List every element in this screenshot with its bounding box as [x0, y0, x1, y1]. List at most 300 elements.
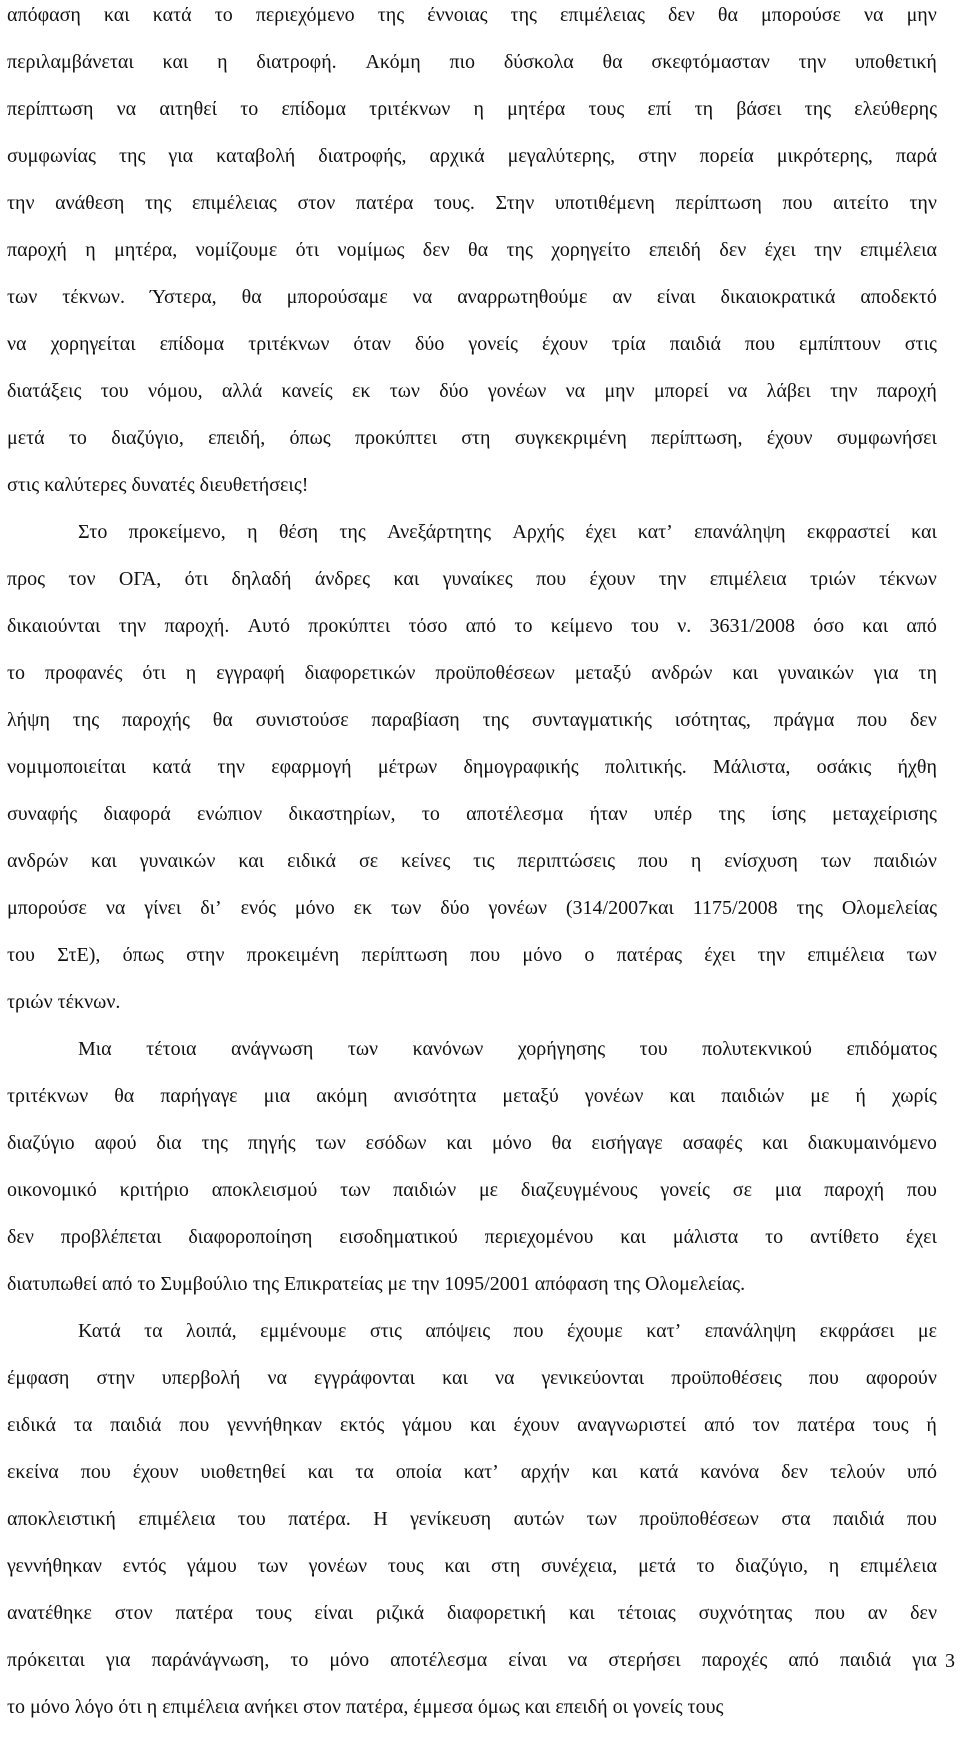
word: των	[7, 286, 38, 308]
word: Στο	[78, 521, 108, 543]
text-line	[7, 611, 937, 658]
word: υποθετική	[854, 51, 937, 73]
word: το	[765, 1226, 784, 1248]
text-line	[7, 1551, 937, 1598]
word: που	[906, 1179, 937, 1201]
word: διατροφής,	[318, 145, 407, 167]
word: μεταξύ	[574, 662, 632, 684]
word: τους	[255, 1602, 292, 1624]
word: μεταχείρισης	[832, 803, 937, 825]
word: κανόνα	[700, 1461, 760, 1483]
word: νομίμως	[337, 239, 405, 261]
word: μια	[774, 1179, 802, 1201]
word: αντίθετο	[810, 1226, 879, 1248]
word: των	[906, 944, 937, 966]
word: μόνο	[522, 944, 563, 966]
word: αιτηθεί	[159, 98, 218, 120]
text-line	[7, 1410, 937, 1457]
word: όπως	[122, 944, 164, 966]
word: ανδρών	[651, 662, 713, 684]
word: Ύστερα,	[149, 286, 217, 308]
page-number: 3	[945, 1650, 955, 1672]
word: και	[591, 1461, 618, 1483]
word: παρά	[895, 145, 937, 167]
word: διαζευγμένους	[520, 1179, 638, 1201]
text-line	[7, 1316, 937, 1363]
word: δεν	[909, 709, 937, 731]
word: στην	[96, 1367, 135, 1389]
text-line	[7, 940, 937, 987]
word: δύο	[415, 333, 445, 355]
word: να	[105, 897, 126, 919]
word: τα	[355, 1461, 374, 1483]
word: διατάξεις	[7, 380, 82, 402]
word: ότι	[295, 239, 320, 261]
word: με	[917, 1320, 937, 1342]
word: πηγής	[247, 1132, 296, 1154]
word: προκειμένη	[246, 944, 340, 966]
word: είναι	[314, 1602, 354, 1624]
word: Μάλιστα,	[713, 756, 791, 778]
word: δημογραφικής	[463, 756, 579, 778]
word: της	[339, 521, 366, 543]
word: εκφράσει	[819, 1320, 895, 1342]
word: γίνει	[144, 897, 182, 919]
word: μόνο	[491, 1132, 532, 1154]
word: θα	[717, 4, 738, 26]
word: των	[315, 1132, 346, 1154]
word: δεν	[667, 4, 695, 26]
word: περίπτωση	[361, 944, 448, 966]
text-line	[7, 705, 937, 752]
text-line	[7, 1457, 937, 1504]
word: του	[7, 944, 35, 966]
word: Στην	[495, 192, 535, 214]
word: και	[393, 568, 420, 590]
word: αλλά	[221, 380, 263, 402]
word: και	[103, 4, 130, 26]
word: εντός	[122, 1555, 167, 1577]
word: μόνο	[329, 1649, 370, 1671]
word: χορήγησης	[517, 1038, 606, 1060]
word: πατέρα.	[288, 1508, 351, 1530]
word: της	[804, 98, 832, 120]
word: και	[307, 1461, 334, 1483]
word: τέτοιας	[617, 1602, 676, 1624]
word: των	[389, 380, 420, 402]
word: παροχή	[824, 1179, 885, 1201]
word: να	[494, 1367, 515, 1389]
word: την	[798, 51, 827, 73]
word: τους	[387, 1555, 424, 1577]
paragraph	[7, 517, 937, 1034]
word: της	[144, 192, 172, 214]
text-line	[7, 282, 937, 329]
word: η	[473, 98, 484, 120]
word: από	[704, 1414, 735, 1436]
word: αναρρωτηθούμε	[457, 286, 588, 308]
word: ενίσχυση	[724, 850, 798, 872]
word: διαφοροποίηση	[188, 1226, 313, 1248]
word: ισότητας,	[674, 709, 751, 731]
text-line	[7, 47, 937, 94]
text-line	[7, 658, 937, 705]
text-line	[7, 893, 937, 940]
word: που	[637, 850, 668, 872]
word: κατά	[152, 4, 192, 26]
word: δικαιοκρατικά	[720, 286, 836, 308]
word: τους.	[433, 192, 475, 214]
word: της	[718, 803, 745, 825]
text-line	[7, 517, 937, 564]
word: εκ	[353, 897, 373, 919]
word: παροχή	[7, 239, 67, 261]
word: διαζύγιο	[7, 1132, 75, 1154]
word: τη	[918, 662, 937, 684]
word: το	[514, 615, 533, 637]
word: το	[240, 98, 259, 120]
text-line	[7, 1222, 937, 1269]
word: επίδομα	[281, 98, 346, 120]
word: αναγνωριστεί	[577, 1414, 687, 1436]
word: μάλιστα	[672, 1226, 739, 1248]
text-line	[7, 799, 937, 846]
word: επειδή	[648, 239, 702, 261]
word: Αρχής	[512, 521, 565, 543]
word: να	[7, 333, 27, 355]
word: γονέων	[308, 1555, 368, 1577]
word: που	[513, 1320, 544, 1342]
text-line	[7, 1645, 937, 1692]
word: διαφορετικών	[304, 662, 416, 684]
word: του	[100, 380, 129, 402]
word: την	[217, 756, 245, 778]
word: της	[377, 4, 405, 26]
word: που	[857, 709, 888, 731]
word: βάσει	[736, 98, 782, 120]
word: από	[465, 615, 497, 637]
word: δηλαδή	[231, 568, 292, 590]
word: την	[658, 568, 687, 590]
word: παροχή.	[164, 615, 230, 637]
word: να	[412, 286, 433, 308]
word: τρία	[611, 333, 646, 355]
word: να	[727, 380, 748, 402]
word: και	[446, 1132, 473, 1154]
word: τέτοια	[146, 1038, 197, 1060]
word: μόνο	[294, 897, 335, 919]
word: το	[68, 427, 87, 449]
word: επιμέλεια	[138, 1508, 216, 1530]
word: απόφαση	[7, 4, 81, 26]
word: δεν	[910, 1602, 937, 1624]
word: που	[179, 1414, 210, 1436]
word: συχνότητας	[698, 1602, 793, 1624]
word: με	[810, 1085, 830, 1107]
word: προκείμενο,	[128, 521, 226, 543]
word: θα	[551, 1132, 572, 1154]
word: της	[482, 709, 509, 731]
word: να	[267, 1367, 287, 1389]
word: οικονομικό	[7, 1179, 97, 1201]
word: που	[745, 333, 775, 355]
text-line: διατυπωθεί από το Συμβούλιο της Επικρατείας με την 1095/2001 απόφαση της Ολομελείας.	[7, 1273, 746, 1295]
word: να	[863, 4, 884, 26]
word: προφανές	[45, 662, 123, 684]
word: εμπίπτουν	[799, 333, 881, 355]
word: σκεφτόμασταν	[651, 51, 770, 73]
word: της	[72, 709, 100, 731]
word: στερήσει	[608, 1649, 681, 1671]
word: παιδιών	[393, 1179, 457, 1201]
word: έχουν	[513, 1414, 560, 1436]
word: Κατά	[78, 1320, 121, 1342]
word: έχουν	[766, 427, 813, 449]
word: παροχή	[876, 380, 937, 402]
word: περίπτωση	[675, 192, 762, 214]
word: η	[85, 239, 96, 261]
word: ειδικά	[7, 1414, 56, 1436]
word: και	[469, 1414, 496, 1436]
word: στον	[114, 1602, 153, 1624]
word: δύο	[439, 380, 469, 402]
word: της	[201, 1132, 228, 1154]
word: υποτιθέμενη	[554, 192, 655, 214]
word: ότι	[184, 568, 209, 590]
word: της	[118, 145, 146, 167]
word: των	[340, 1179, 371, 1201]
word: τις	[473, 850, 495, 872]
word: οποία	[395, 1461, 442, 1483]
word: η	[690, 850, 702, 872]
text-line	[7, 141, 937, 188]
word: έννοιας	[427, 4, 488, 26]
word: όσο	[813, 615, 845, 637]
word: την	[118, 615, 147, 637]
text-line	[7, 1128, 937, 1175]
text-line: το μόνο λόγο ότι η επιμέλεια ανήκει στον πατέρα, έμμεσα όμως και επειδή οι γονείς τους	[7, 1696, 724, 1718]
text-line	[7, 423, 937, 470]
word: της	[510, 4, 537, 26]
word: γενίκευση	[410, 1508, 492, 1530]
word: δύο	[440, 897, 470, 919]
word: αρχικά	[429, 145, 485, 167]
word: προβλέπεται	[60, 1226, 162, 1248]
word: Αυτό	[247, 615, 291, 637]
text-line: στις καλύτερες δυνατές διευθετήσεις!	[7, 474, 309, 496]
text-line	[7, 94, 937, 141]
word: και	[862, 615, 889, 637]
word: συναφής	[7, 803, 78, 825]
word: που	[470, 944, 501, 966]
word: κανόνων	[412, 1038, 484, 1060]
word: μετά	[7, 427, 45, 449]
word: την	[757, 944, 786, 966]
word: κριτήριο	[119, 1179, 189, 1201]
word: στις	[904, 333, 937, 355]
word: προς	[7, 568, 45, 590]
word: ασαφές	[682, 1132, 743, 1154]
word: Ανεξάρτητης	[387, 521, 492, 543]
word: θα	[241, 286, 262, 308]
word: νόμου,	[147, 380, 203, 402]
word: οσάκις	[816, 756, 872, 778]
text-line	[7, 376, 937, 423]
word: γονέων	[584, 1085, 644, 1107]
word: τριτέκνων	[7, 1085, 89, 1107]
word: παιδιά	[839, 1649, 892, 1671]
word: ανατέθηκε	[7, 1602, 92, 1624]
word: επιμέλειας	[560, 4, 645, 26]
word: κείνες	[401, 850, 451, 872]
text-line	[7, 329, 937, 376]
word: δεν	[719, 239, 747, 261]
word: μεγαλύτερης,	[507, 145, 616, 167]
word: δια	[156, 1132, 182, 1154]
word: εγγραφή	[216, 662, 285, 684]
word: νομιμοποιείται	[7, 756, 127, 778]
word: στη	[461, 427, 491, 449]
text-line	[7, 1504, 937, 1551]
word: χορηγείτο	[551, 239, 631, 261]
word: ανδρών	[7, 850, 69, 872]
word: γονέων	[488, 897, 547, 919]
text-line	[7, 0, 937, 47]
word: προκύπτει	[308, 615, 391, 637]
word: μην	[604, 380, 635, 402]
paragraph	[7, 1034, 937, 1316]
text-line	[7, 188, 937, 235]
word: παρήγαγε	[160, 1085, 238, 1107]
word: για	[873, 662, 899, 684]
word: στην	[186, 944, 225, 966]
word: του	[237, 1508, 266, 1530]
word: γενικεύονται	[541, 1367, 645, 1389]
word: ανισότητα	[393, 1085, 477, 1107]
word: ριζικά	[375, 1602, 425, 1624]
word: παροχής	[122, 709, 190, 731]
word: η	[247, 521, 258, 543]
word: που	[536, 568, 567, 590]
word: αρχήν	[520, 1461, 570, 1483]
word: έχουν	[589, 568, 636, 590]
word: στην	[638, 145, 677, 167]
word: μέτρων	[377, 756, 438, 778]
word: προϋποθέσεων	[639, 1508, 759, 1530]
word: Η	[373, 1508, 388, 1530]
word: πολιτικής.	[604, 756, 687, 778]
word: τριτέκνων	[369, 98, 451, 120]
word: την	[7, 192, 35, 214]
word: άνδρες	[314, 568, 371, 590]
word: εκτός	[339, 1414, 385, 1436]
word: καταβολή	[216, 145, 296, 167]
word: μπορούσε	[7, 897, 87, 919]
word: τον	[752, 1414, 780, 1436]
word: τους	[872, 1414, 909, 1436]
word: και	[620, 1226, 647, 1248]
word: μητέρα	[507, 98, 566, 120]
word: συνταγματικής	[531, 709, 652, 731]
word: του	[639, 1038, 668, 1060]
word: την	[830, 380, 858, 402]
word: γονείς	[468, 333, 518, 355]
word: θα	[468, 239, 489, 261]
paragraph	[7, 0, 937, 517]
word: μια	[263, 1085, 291, 1107]
word: αν	[612, 286, 632, 308]
text-line: τριών τέκνων.	[7, 991, 121, 1013]
word: να	[567, 1649, 588, 1671]
word: για	[912, 1649, 937, 1671]
text-line	[7, 752, 937, 799]
word: μπορούσαμε	[286, 286, 388, 308]
word: 3631/2008	[709, 615, 796, 637]
word: τέκνων	[879, 568, 937, 590]
word: και	[444, 1555, 471, 1577]
word: κατ’	[637, 521, 673, 543]
word: εισοδηματικού	[339, 1226, 458, 1248]
word: την	[814, 239, 842, 261]
word: δεν	[781, 1461, 808, 1483]
word: χορηγείται	[50, 333, 136, 355]
word: στη	[491, 1555, 521, 1577]
word: εσόδων	[365, 1132, 427, 1154]
word: παιδιών	[721, 1085, 785, 1107]
word: με	[478, 1179, 499, 1201]
word: αυτών	[513, 1508, 565, 1530]
word: συμφωνίας	[7, 145, 96, 167]
word: επανάληψη	[694, 521, 786, 543]
word: κατ’	[463, 1461, 499, 1483]
word: έχουν	[541, 333, 588, 355]
word: ενώπιον	[197, 803, 263, 825]
word: ή	[926, 1414, 937, 1436]
word: (314/2007και	[565, 897, 674, 919]
word: ειδικά	[287, 850, 337, 872]
word: έχει	[585, 521, 617, 543]
word: περίπτωση	[7, 98, 94, 120]
word: προκύπτει	[354, 427, 437, 449]
word: μητέρα,	[114, 239, 178, 261]
word: Μια	[78, 1038, 112, 1060]
word: περίπτωση,	[651, 427, 743, 449]
document-body	[7, 0, 937, 1739]
word: επιμέλειας	[191, 192, 277, 214]
word: μεταξύ	[502, 1085, 559, 1107]
word: όταν	[353, 333, 391, 355]
word: αν	[867, 1602, 888, 1624]
word: νομίζουμε	[195, 239, 278, 261]
word: διαζύγιο,	[735, 1555, 808, 1577]
word: θέση	[278, 521, 319, 543]
word: και	[568, 1602, 595, 1624]
text-line	[7, 235, 937, 282]
word: δεν	[422, 239, 450, 261]
word: να	[116, 98, 137, 120]
word: σε	[358, 850, 379, 872]
word: υπέρ	[653, 803, 693, 825]
word: στα	[781, 1508, 811, 1530]
word: πορεία	[699, 145, 754, 167]
word: η	[217, 51, 228, 73]
word: από	[906, 615, 937, 637]
word: γεννήθηκαν	[227, 1414, 323, 1436]
word: την	[909, 192, 937, 214]
word: πολυτεκνικού	[702, 1038, 812, 1060]
word: συνέχεια,	[541, 1555, 618, 1577]
word: γυναίκες	[442, 568, 513, 590]
